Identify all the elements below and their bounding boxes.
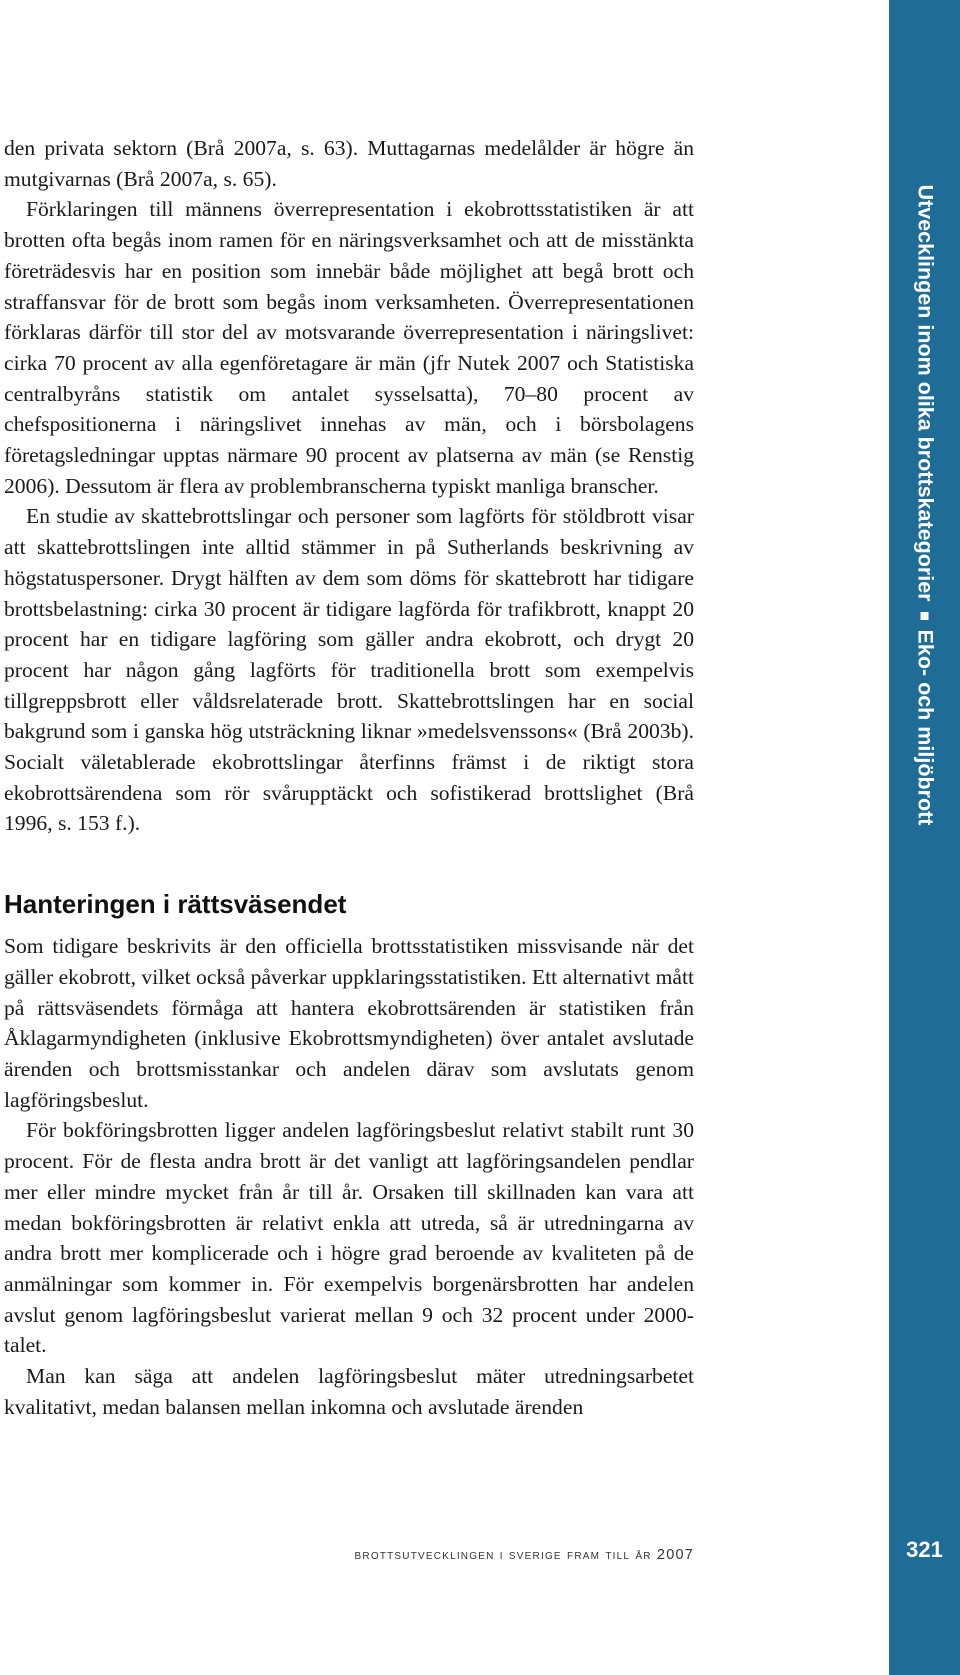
- body-paragraph-5: För bokföringsbrotten ligger andelen lagföringsbeslut relativt stabilt runt 30 procent. För de flesta andra brott är det vanligt att lagföringsandelen pendlar mer eller mindre mycket från år till år. Orsaken till skillnaden kan vara att medan bokföringsbrotten är relativt enkla att utreda, så är utredningarna av andra brott mer komplicerade och i högre grad beroende av kvaliteten på de anmälningar som kommer in. För exempelvis borgenärsbrotten har andelen avslut genom lagföringsbeslut varierat mellan 9 och 32 procent under 2000-talet.: [4, 1118, 694, 1358]
- square-bullet-icon: [920, 612, 928, 620]
- body-paragraph-2: Förklaringen till männens överrepresentation i ekobrottsstatistiken är att brotten ofta begås inom ramen för en näringsverksamhet och att de misstänkta företrädesvis har en position som innebär både möjlighet att begå brott och straffansvar för de brott som begås inom verksamheten. Överrepresentationen förklaras därför till stor del av motsvarande överrepresentation i näringslivet: cirka 70 procent av alla egenföretagare är män (jfr Nutek 2007 och Statistiska centralbyråns statistik om antalet sysselsatta), 70–80 procent av chefspositionerna i näringslivet innehas av män, och i börsbolagens företagsledningar upptas närmare 90 procent av platserna av män (se Renstig 2006). Dessutom är flera av problembranscherna typiskt manliga branscher.: [4, 197, 694, 498]
- footer-running-head: brottsutvecklingen i sverige fram till år 2007: [354, 1547, 694, 1563]
- side-band-title-part2: Eko- och miljöbrott: [913, 629, 937, 826]
- section-heading: Hanteringen i rättsväsendet: [4, 889, 347, 920]
- main-text-column: [4, 133, 694, 1422]
- body-paragraph-6: Man kan säga att andelen lagföringsbeslut mäter utredningsarbetet kvalitativt, medan balansen mellan inkomna och avslutade ärenden: [4, 1364, 694, 1419]
- side-band-title-part1: Utvecklingen inom olika brottskategorier: [913, 184, 937, 602]
- body-paragraph-4: Som tidigare beskrivits är den officiella brottsstatistiken missvisande när det gäller ekobrott, vilket också påverkar uppklaringsstatistiken. Ett alternativt mått på rättsväsendets förmåga att hantera ekobrottsärenden är statistiken från Åklagarmyndigheten (inklusive Ekobrottsmyndigheten) över antalet avslutade ärenden och brottsmisstankar och andelen därav som avslutats genom lagföringsbeslut.: [4, 934, 694, 1112]
- side-band: [889, 0, 960, 1675]
- side-band-title: [912, 95, 937, 915]
- body-paragraph-1: den privata sektorn (Brå 2007a, s. 63). Muttagarnas medelålder är högre än mutgivarnas (Brå 2007a, s. 65).: [4, 136, 694, 191]
- page-number: 321: [906, 1537, 943, 1562]
- body-paragraph-3: En studie av skattebrottslingar och personer som lagförts för stöldbrott visar att skattebrottslingen inte alltid stämmer in på Sutherlands beskrivning av högstatuspersoner. Drygt hälften av dem som döms för skattebrott har tidigare brottsbelastning: cirka 30 procent är tidigare lagförda för trafikbrott, knappt 20 procent har en tidigare lagföring som gäller andra ekobrott, och drygt 20 procent har någon gång lagförts för traditionella brott som exempelvis tillgreppsbrott eller våldsrelaterade brott. Skattebrottslingen har en social bakgrund som i ganska hög utsträckning liknar »medelsvenssons« (Brå 2003b). Socialt väletablerade ekobrottslingar återfinns främst i de riktigt stora ekobrottsärendena som rör svårupptäckt och sofistikerad brottslighet (Brå 1996, s. 153 f.).: [4, 504, 694, 836]
